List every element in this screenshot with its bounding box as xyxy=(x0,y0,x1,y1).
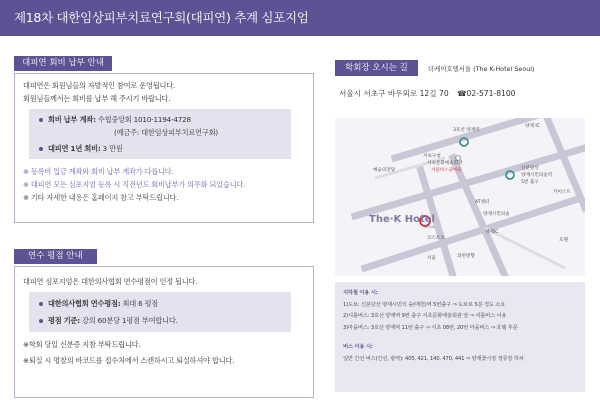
map-label-yangjae-int: 양재 IC xyxy=(525,124,540,129)
fee-intro-2: 회원님들께서는 회비를 납부 해 주시기 바랍니다. xyxy=(23,94,171,103)
fee-info-box xyxy=(14,73,314,223)
fee-account-holder: (예금주: 대한임상피부치료연구회) xyxy=(114,128,218,137)
fee-note-3: ※ 기타 자세한 내용은 홈페이지 참고 부탁드립니다. xyxy=(23,193,179,202)
subway-title: 지하철 이용 시: xyxy=(343,290,378,296)
credit-item-2 xyxy=(39,314,283,327)
map-label-yangjae3: 3호선 양재역 xyxy=(453,128,480,133)
transport-info xyxy=(335,282,585,392)
fee-account-row xyxy=(39,113,283,126)
fee-annual-value: 3 만원 xyxy=(102,144,123,153)
hotel-address: 서울시 서초구 바우뫼로 12길 70 xyxy=(339,89,449,98)
map-label-artcenter: 예술의전당 xyxy=(373,168,396,173)
map-label-seocho-art-1: 서초문화예술회관 xyxy=(427,161,463,166)
map-label-yangjae-ic: 양재IC xyxy=(485,230,499,235)
hotel-name: 더케이호텔서울 (The K-Hotel Seoul) xyxy=(427,64,535,73)
bus-title: 버스 이용 시: xyxy=(343,344,373,350)
page-title: 제18차 대한임상피부치료연구회(대피연) 추계 심포지엄 xyxy=(14,10,309,25)
hotel-logo-sub: SEOUL xyxy=(423,225,435,229)
map-label-seocho: 서초구청 xyxy=(423,154,441,159)
bullet-icon xyxy=(39,319,43,323)
map-label-kospo: 코스트코 xyxy=(427,236,445,241)
credit-intro: 대피연 심포지엄은 대한의사협회 연수평점이 인정 됩니다. xyxy=(23,277,198,286)
credit-note-2: ※퇴실 시 명찰의 바코드를 접수처에서 스캔하시고 퇴실하셔야 합니다. xyxy=(23,356,235,365)
credit-note-1: ※학회 당일 신분증 지참 부탁드립니다. xyxy=(23,340,141,349)
map-label-kaist: 카이스트 xyxy=(553,190,571,195)
credit-item-1-value: 최대 6 평점 xyxy=(122,299,159,308)
bullet-icon xyxy=(39,302,43,306)
subway-route-3: 3)마을버스: 3호선 양재역 11번 출구 ⇒ 서초 08번, 20번 마을버스 ⇒ 호텔 후문 xyxy=(343,324,518,331)
map-label-seocho-art-2: 서울바스쿨마운 xyxy=(431,168,463,173)
fee-note-2: ※ 대피연 모든 심포지엄 등록 시 직전년도 회비납부가 의무화 되었습니다. xyxy=(23,180,246,189)
location-section-tag: 학회장 오시는 길 xyxy=(335,60,418,76)
bullet-icon xyxy=(39,147,43,151)
map-label-hotel-small: 호텔 xyxy=(559,238,568,243)
bullet-icon xyxy=(39,118,43,122)
map-label-sinbun-2: 양재시민의숲역 xyxy=(521,173,553,178)
hotel-address-line xyxy=(339,88,585,99)
fee-account-value: 수협중앙회 1010-1194-4728 xyxy=(97,115,191,124)
map-label-seoul-dir: 서울 xyxy=(427,256,436,261)
credit-item-1 xyxy=(39,297,283,310)
map-label-forest: 양재시민의숲 xyxy=(483,212,510,217)
fee-section-tag: 대피연 회비 납부 안내 xyxy=(14,56,112,71)
map-label-sinbun-3: 5번 출구 xyxy=(521,180,539,185)
bus-route-1: 일반 간선 버스(간선, 광역): 405, 421, 140, 470, 441 ⇒ 양재꽃시장 정류장 하차 xyxy=(343,355,524,362)
map-label-at: AT센터 xyxy=(475,200,490,205)
credit-section-tag: 연수 평점 안내 xyxy=(14,249,97,264)
subway-route-1: 1)도보: 신분당선 양재시민의 숲(매헌)역 5번출구 ⇒ 도보로 5분 정도 소요 xyxy=(343,301,506,308)
location-header xyxy=(335,60,585,76)
credit-details xyxy=(29,292,291,332)
map-label-sinbun-1: 신분당선 xyxy=(521,166,539,171)
credit-item-2-label: 평점 기준: xyxy=(48,316,80,325)
fee-annual-label: 대피연 1년 회비: xyxy=(48,144,101,153)
fee-note-1: ※ 등록비 입금 계좌와 회비 납부 계좌가 다릅니다. xyxy=(23,167,174,176)
hotel-logo xyxy=(369,214,435,229)
subway-route-2: 2)셔틀버스: 3호선 양재역 9번 출구 서초문화예술회관 앞 ⇒ 셔틀버스 이용 xyxy=(343,313,507,319)
fee-intro-1: 대피연은 회원님들의 자발적인 참여로 운영됩니다. xyxy=(23,81,176,90)
fee-annual-row xyxy=(39,142,283,155)
credit-item-1-label: 대한의사협회 연수평점: xyxy=(48,299,121,308)
credit-item-2-value: 강의 60분당 1평점 부여합니다. xyxy=(82,316,178,325)
hotel-logo-text: The·K Hotel xyxy=(369,214,435,225)
hotel-phone: ☎02-571-8100 xyxy=(457,89,516,98)
right-column xyxy=(335,60,585,99)
left-column xyxy=(14,50,314,398)
map-roads xyxy=(335,118,585,276)
fee-account-label: 회비 납부 계좌: xyxy=(48,115,96,124)
map-label-hilltop: 과천방향 xyxy=(457,254,475,259)
page-header xyxy=(0,0,600,36)
fee-details xyxy=(29,109,291,159)
credit-info-box xyxy=(14,266,314,398)
location-map xyxy=(335,118,585,276)
